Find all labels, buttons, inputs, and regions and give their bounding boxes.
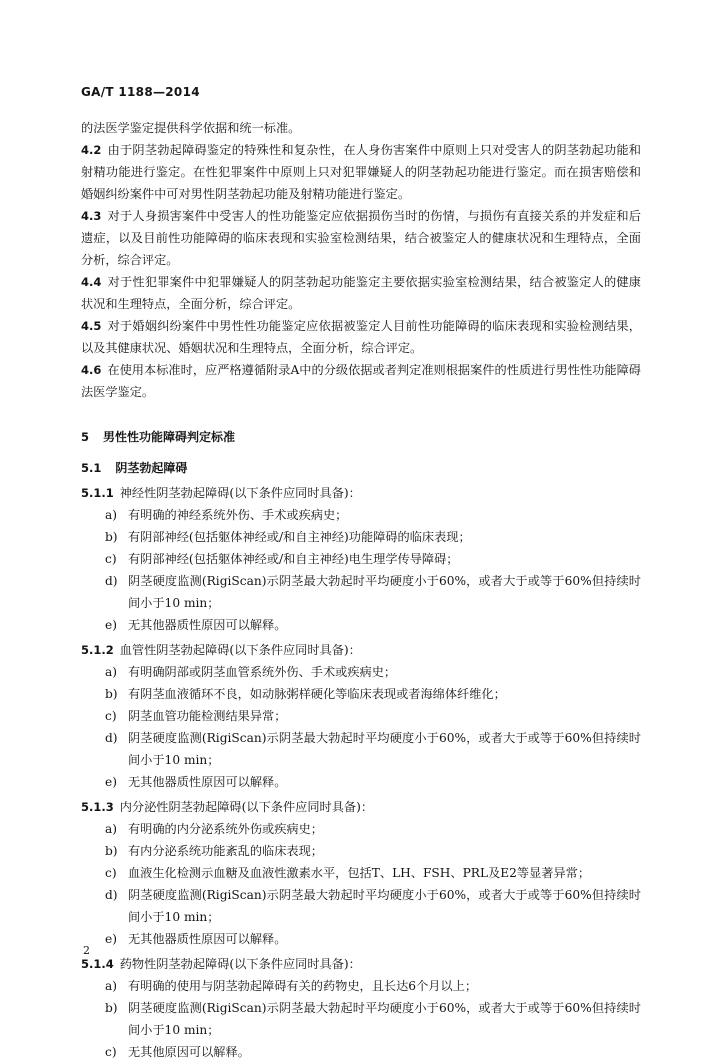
item-text: 有明确的神经系统外伤、手术或疾病史； <box>128 508 348 522</box>
subsection-title: 血管性阴茎勃起障碍(以下条件应同时具备)： <box>119 643 361 657</box>
item-label: b) <box>105 844 118 858</box>
item-label: c) <box>105 709 117 723</box>
subsection-5-1-4 <box>81 953 641 975</box>
criteria-item <box>81 771 641 793</box>
intro-continuation: 的法医学鉴定提供科学依据和统一标准。 <box>81 121 301 135</box>
criteria-item <box>81 526 641 548</box>
item-label: a) <box>105 979 118 993</box>
subsection-number: 5.1.1 <box>81 486 114 500</box>
item-text: 有明确的内分泌系统外伤或疾病史； <box>128 822 323 836</box>
criteria-item <box>81 683 641 705</box>
criteria-list <box>81 504 641 636</box>
item-label: d) <box>105 574 118 588</box>
clause-text: 由于阴茎勃起障碍鉴定的特殊性和复杂性，在人身伤害案件中原则上只对受害人的阴茎勃起功能和射精功能进行鉴定。在性犯罪案件中原则上只对犯罪嫌疑人的阴茎勃起功能进行鉴定。而在损害赔偿和婚姻纠纷案件中可对男性阴茎勃起功能及射精功能进行鉴定。 <box>81 143 641 201</box>
criteria-item <box>81 661 641 683</box>
item-text: 有明确阴部或阴茎血管系统外伤、手术或疾病史； <box>128 665 397 679</box>
criteria-item <box>81 504 641 526</box>
criteria-item <box>81 705 641 727</box>
section-5-heading <box>81 426 641 448</box>
item-label: d) <box>105 731 118 745</box>
item-text: 阴茎硬度监测(RigiScan)示阴茎最大勃起时平均硬度小于60%，或者大于或等于60%但持续时间小于10 min； <box>128 731 641 767</box>
clause-text: 对于婚姻纠纷案件中男性性功能鉴定应依据被鉴定人目前性功能障碍的临床表现和实验检测结果，以及其健康状况、婚姻状况和生理特点，全面分析，综合评定。 <box>81 319 641 355</box>
standard-id: GA/T 1188—2014 <box>81 85 200 99</box>
clause-text: 对于人身损害案件中受害人的性功能鉴定应依据损伤当时的伤情，与损伤有直接关系的并发症和后遗症，以及目前性功能障碍的临床表现和实验室检测结果，结合被鉴定人的健康状况和生理特点，全面分析，综合评定。 <box>81 209 641 267</box>
criteria-item <box>81 570 641 614</box>
subsection-5-1-3 <box>81 796 641 818</box>
subsection-title: 神经性阴茎勃起障碍(以下条件应同时具备)： <box>119 486 361 500</box>
item-text: 阴茎硬度监测(RigiScan)示阴茎最大勃起时平均硬度小于60%，或者大于或等于60%但持续时间小于10 min； <box>128 574 641 610</box>
item-text: 无其他器质性原因可以解释。 <box>128 618 287 632</box>
subsection-number: 5.1.2 <box>81 643 114 657</box>
item-label: c) <box>105 552 117 566</box>
criteria-item <box>81 548 641 570</box>
item-text: 阴茎硬度监测(RigiScan)示阴茎最大勃起时平均硬度小于60%，或者大于或等于60%但持续时间小于10 min； <box>128 888 641 924</box>
item-text: 无其他器质性原因可以解释。 <box>128 932 287 946</box>
item-text: 阴茎血管功能检测结果异常； <box>128 709 287 723</box>
item-text: 血液生化检测示血糖及血液性激素水平，包括T、LH、FSH、PRL及E2等显著异常； <box>128 866 591 880</box>
item-label: a) <box>105 822 118 836</box>
item-label: b) <box>105 687 118 701</box>
clause-4-2 <box>81 139 641 205</box>
item-label: a) <box>105 508 118 522</box>
item-label: e) <box>105 618 117 632</box>
criteria-item <box>81 884 641 928</box>
page-content <box>81 117 641 1063</box>
item-text: 有阴茎血液循环不良，如动脉粥样硬化等临床表现或者海绵体纤维化； <box>128 687 506 701</box>
subsection-number: 5.1.4 <box>81 957 114 971</box>
subsection-number: 5.1.3 <box>81 800 114 814</box>
criteria-item <box>81 928 641 950</box>
item-text: 有内分泌系统功能紊乱的临床表现； <box>128 844 323 858</box>
section-title: 男性性功能障碍判定标准 <box>103 430 236 444</box>
item-text: 有明确的使用与阴茎勃起障碍有关的药物史，且长达6个月以上； <box>128 979 478 993</box>
criteria-list <box>81 975 641 1063</box>
criteria-item <box>81 1041 641 1063</box>
item-label: e) <box>105 932 117 946</box>
clause-4-4 <box>81 271 641 315</box>
clause-4-3 <box>81 205 641 271</box>
item-label: e) <box>105 775 117 789</box>
clause-number: 4.4 <box>81 275 102 289</box>
clause-text: 在使用本标准时，应严格遵循附录A中的分级依据或者判定准则根据案件的性质进行男性性功能障碍法医学鉴定。 <box>81 363 641 399</box>
clause-number: 4.3 <box>81 209 102 223</box>
item-text: 有阴部神经(包括躯体神经或/和自主神经)功能障碍的临床表现； <box>128 530 471 544</box>
clause-4-6 <box>81 359 641 403</box>
subsection-number: 5.1 <box>81 461 102 475</box>
clause-4-5 <box>81 315 641 359</box>
item-text: 阴茎硬度监测(RigiScan)示阴茎最大勃起时平均硬度小于60%，或者大于或等于60%但持续时间小于10 min； <box>128 1001 641 1037</box>
page-number: 2 <box>83 944 90 957</box>
item-label: d) <box>105 888 118 902</box>
section-number: 5 <box>81 430 90 444</box>
item-label: a) <box>105 665 118 679</box>
subsection-title: 药物性阴茎勃起障碍(以下条件应同时具备)： <box>119 957 361 971</box>
criteria-item <box>81 840 641 862</box>
criteria-list <box>81 661 641 793</box>
item-label: b) <box>105 530 118 544</box>
subsection-title: 内分泌性阴茎勃起障碍(以下条件应同时具备)： <box>119 800 374 814</box>
clause-number: 4.2 <box>81 143 102 157</box>
subsection-5-1-heading <box>81 457 641 479</box>
criteria-item <box>81 727 641 771</box>
subsection-5-1-2 <box>81 639 641 661</box>
criteria-item <box>81 997 641 1041</box>
subsection-5-1-1 <box>81 482 641 504</box>
item-text: 无其他原因可以解释。 <box>128 1045 250 1059</box>
clause-text: 对于性犯罪案件中犯罪嫌疑人的阴茎勃起功能鉴定主要依据实验室检测结果，结合被鉴定人的健康状况和生理特点，全面分析，综合评定。 <box>81 275 641 311</box>
subsection-title: 阴茎勃起障碍 <box>115 461 188 475</box>
clauses-4 <box>81 139 641 403</box>
criteria-item <box>81 818 641 840</box>
criteria-list <box>81 818 641 950</box>
item-label: b) <box>105 1001 118 1015</box>
criteria-item <box>81 862 641 884</box>
subsections-5-1 <box>81 482 641 1063</box>
item-text: 无其他器质性原因可以解释。 <box>128 775 287 789</box>
clause-number: 4.5 <box>81 319 102 333</box>
clause-number: 4.6 <box>81 363 102 377</box>
criteria-item <box>81 975 641 997</box>
item-label: c) <box>105 1045 117 1059</box>
criteria-item <box>81 614 641 636</box>
item-text: 有阴部神经(包括躯体神经或/和自主神经)电生理学传导障碍； <box>128 552 459 566</box>
item-label: c) <box>105 866 117 880</box>
